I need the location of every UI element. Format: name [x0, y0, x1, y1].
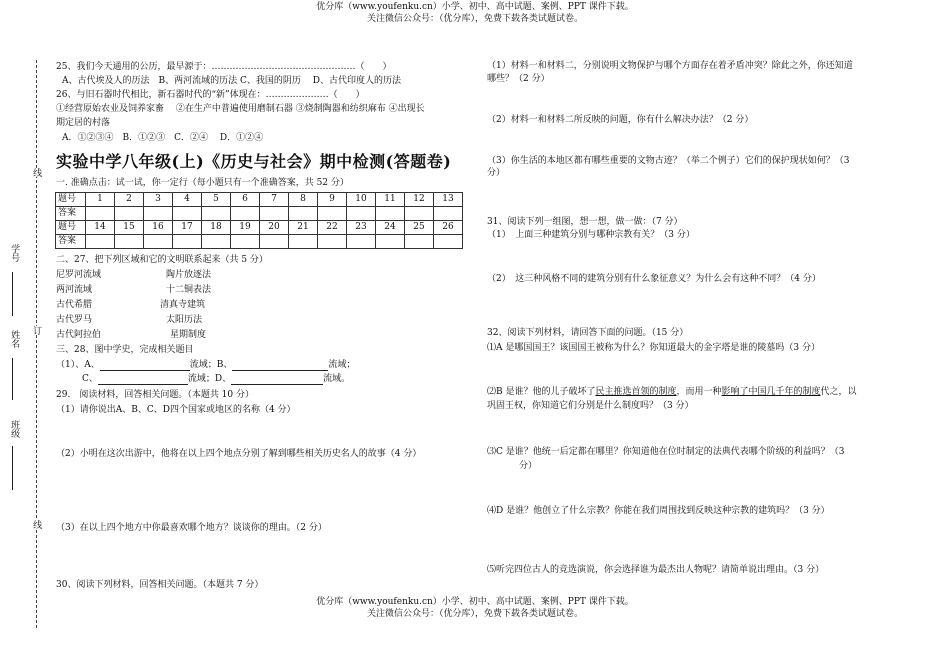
- question-number-cell: 24: [376, 221, 405, 235]
- section-2-heading: 二、27、把下列区域和它的文明联系起来（共 5 分）: [56, 255, 268, 265]
- answer-table: [55, 192, 463, 249]
- q30-part-2: （2）材料一和材料二所反映的问题，你有什么解决办法？（2 分）: [487, 115, 754, 125]
- match-left-5: 古代阿拉伯: [56, 330, 102, 340]
- q29-part-1: （1）请你说出A、B、C、D四个国家或地区的名称（4 分）: [56, 405, 296, 415]
- question-number-cell: 6: [231, 193, 260, 207]
- q28-label-b-end: 流域；: [328, 360, 356, 370]
- q28-line-2: [82, 373, 350, 385]
- q30-stem: 30、阅读下列材料，回答相关问题。（本题共 7 分）: [56, 580, 264, 590]
- question-number-cell: 20: [260, 221, 289, 235]
- header-line-1: 优分库（www.youfenku.cn）小学、初中、高中试题、案例、PPT 课件下载。: [316, 2, 634, 12]
- q32-part-2-line-1: [487, 386, 857, 398]
- question-number-cell: 12: [405, 193, 434, 207]
- footer-line-1: 优分库（www.youfenku.cn）小学、初中、高中试题、案例、PPT 课件下载。: [316, 597, 634, 607]
- match-right-4: 太阳历法: [166, 315, 203, 325]
- answer-cell[interactable]: [115, 207, 144, 221]
- question-number-cell: 10: [347, 193, 376, 207]
- q30-part-3-line-2: 分）: [487, 168, 506, 178]
- binding-dashed-line: [36, 60, 37, 628]
- table-header-daan: 答案: [56, 207, 86, 221]
- q28-label-b: 流域；B、: [189, 360, 233, 370]
- margin-underline-xuehao: [12, 272, 13, 316]
- answer-cell[interactable]: [144, 235, 173, 249]
- question-number-cell: 8: [289, 193, 318, 207]
- answer-cell[interactable]: [86, 235, 115, 249]
- q26-stem: 26、与旧石器时代相比，新石器时代的“新”体现在：…………………（ ）: [56, 90, 365, 100]
- question-number-cell: 1: [86, 193, 115, 207]
- q26-line-2: 期定居的村落: [56, 118, 111, 128]
- q32-part-2-post: 代之，以: [820, 387, 857, 397]
- q25-stem: 25、我们今天通用的公历，最早源于：…………………………………………（ ）: [56, 62, 392, 72]
- q29-stem: 29. 阅读材料，回答相关问题。（本题共 10 分）: [56, 390, 254, 400]
- question-number-cell: 16: [144, 221, 173, 235]
- table-header-tihao: 题号: [56, 193, 86, 207]
- answer-cell[interactable]: [231, 207, 260, 221]
- q31-stem: 31、阅读下列一组图，想一想，做一做：（7 分）: [487, 217, 683, 227]
- q26-options: A．①②③④ B．①②③ C．②④ D．①②④: [62, 133, 264, 143]
- q31-part-1: （1） 上面三种建筑分别与哪种宗教有关？（3 分）: [487, 230, 695, 240]
- match-right-2: 十二铜表法: [166, 285, 212, 295]
- q32-part-2-line-2: 巩固王权，你知道它们分别是什么制度吗？（3 分）: [487, 401, 694, 411]
- answer-cell[interactable]: [347, 207, 376, 221]
- question-number-cell: 4: [173, 193, 202, 207]
- q32-part-4: ⑷D 是谁？他创立了什么宗教？你能在我们周围找到反映这种宗教的建筑吗？（3 分）: [487, 506, 830, 516]
- answer-cell[interactable]: [405, 235, 434, 249]
- q31-part-2: （2） 这三种风格不同的建筑分别有什么象征意义？为什么会有这种不同？（4 分）: [487, 274, 821, 284]
- margin-label-xian-bottom: 线: [31, 520, 42, 529]
- margin-label-xingming: 姓名: [9, 330, 20, 348]
- q28-label-d-end: 流域。: [323, 374, 351, 384]
- q32-stem: 32、阅读下列材料，请回答下面的问题。（15 分）: [487, 328, 689, 338]
- answer-cell[interactable]: [376, 235, 405, 249]
- q32-part-3-line-1: ⑶C 是谁？他统一后定都在哪里？你知道他在位时制定的法典代表哪个阶级的利益吗？（3: [487, 447, 845, 457]
- question-number-cell: 18: [202, 221, 231, 235]
- table-row: [56, 193, 463, 207]
- answer-cell[interactable]: [434, 207, 463, 221]
- table-row: [56, 235, 463, 249]
- answer-cell[interactable]: [260, 235, 289, 249]
- q32-part-2-mid: ，而用一种: [676, 387, 722, 397]
- margin-label-xuehao: 学号: [9, 244, 20, 262]
- answer-cell[interactable]: [289, 235, 318, 249]
- answer-cell[interactable]: [202, 207, 231, 221]
- margin-underline-xingming: [12, 358, 13, 400]
- answer-cell[interactable]: [289, 207, 318, 221]
- match-left-1: 尼罗河流域: [56, 270, 102, 280]
- match-left-2: 两河流域: [56, 285, 93, 295]
- question-number-cell: 26: [434, 221, 463, 235]
- footer-line-2: 关注微信公众号：（优分库），免费下载各类试题试卷。: [366, 609, 583, 619]
- q28-blank-a[interactable]: [100, 361, 190, 371]
- q30-part-1-line-2: 哪些？（2 分）: [487, 74, 550, 84]
- table-header-daan: 答案: [56, 235, 86, 249]
- question-number-cell: 21: [289, 221, 318, 235]
- question-number-cell: 13: [434, 193, 463, 207]
- answer-cell[interactable]: [318, 235, 347, 249]
- question-number-cell: 2: [115, 193, 144, 207]
- q28-blank-b[interactable]: [232, 361, 328, 371]
- question-number-cell: 17: [173, 221, 202, 235]
- q29-part-2: （2）小明在这次出游中，他将在以上四个地点分别了解到哪些相关历史名人的故事（4 分）: [56, 449, 422, 459]
- answer-cell[interactable]: [144, 207, 173, 221]
- answer-cell[interactable]: [405, 207, 434, 221]
- q32-underlined-term-2: 影响了中国几千年的制度: [721, 387, 821, 397]
- match-right-3: 清真寺建筑: [160, 300, 206, 310]
- q28-line-1: [56, 359, 355, 371]
- question-number-cell: 7: [260, 193, 289, 207]
- answer-cell[interactable]: [260, 207, 289, 221]
- question-number-cell: 9: [318, 193, 347, 207]
- question-number-cell: 14: [86, 221, 115, 235]
- q28-label-d: 流域；D、: [187, 374, 232, 384]
- answer-cell[interactable]: [115, 235, 144, 249]
- table-header-tihao: 题号: [56, 221, 86, 235]
- q28-blank-d[interactable]: [231, 375, 323, 385]
- margin-label-xian-top: 线: [31, 168, 42, 177]
- match-left-4: 古代罗马: [56, 315, 93, 325]
- q29-part-3: （3）在以上四个地方中你最喜欢哪个地方？谈谈你的理由。（2 分）: [56, 523, 327, 533]
- match-left-3: 古代希腊: [56, 300, 93, 310]
- q28-label-c: C、: [82, 374, 98, 384]
- question-number-cell: 3: [144, 193, 173, 207]
- question-number-cell: 23: [347, 221, 376, 235]
- page-title: 实验中学八年级(上)《历史与社会》期中检测(答题卷): [56, 152, 452, 171]
- question-number-cell: 11: [376, 193, 405, 207]
- q32-underlined-term-1: 民主推选首领的制度: [595, 387, 677, 397]
- header-line-2: 关注微信公众号：（优分库），免费下载各类试题试卷。: [366, 14, 583, 24]
- answer-cell[interactable]: [202, 235, 231, 249]
- answer-cell[interactable]: [173, 207, 202, 221]
- q28-blank-c[interactable]: [98, 375, 188, 385]
- margin-label-banji: 班级: [9, 420, 20, 438]
- answer-cell[interactable]: [376, 207, 405, 221]
- answer-cell[interactable]: [173, 235, 202, 249]
- match-right-5: 星期制度: [170, 330, 207, 340]
- answer-cell[interactable]: [347, 235, 376, 249]
- question-number-cell: 5: [202, 193, 231, 207]
- q26-line-1: ①经营原始农业及饲养家畜 ②在生产中普遍使用磨制石器 ③烧制陶器和纺织麻布 ④出现长: [56, 104, 425, 114]
- q32-part-1: ⑴A 是哪国国王？该国国王被称为什么？你知道最大的金字塔是谁的陵墓吗（3 分）: [487, 343, 820, 353]
- answer-cell[interactable]: [434, 235, 463, 249]
- answer-cell[interactable]: [318, 207, 347, 221]
- section-1-heading: 一. 准确点击：试一试，你一定行（每小题只有一个准确答案，共 52 分）: [56, 178, 349, 188]
- q32-part-3-line-2: 分）: [519, 461, 538, 471]
- table-row: [56, 207, 463, 221]
- q32-part-5: ⑸听完四位古人的竞选演说，你会选择谁为最杰出人物呢？请简单说出理由。（3 分）: [487, 565, 825, 575]
- answer-cell[interactable]: [231, 235, 260, 249]
- question-number-cell: 22: [318, 221, 347, 235]
- margin-label-ding: 订: [31, 326, 42, 335]
- margin-underline-banji: [12, 446, 13, 490]
- q25-options: A、古代埃及人的历法 B、两河流域的历法 C、我国的阴历 D、古代印度人的历法: [62, 76, 401, 86]
- q30-part-3-line-1: （3）你生活的本地区都有哪些重要的文物古迹？（举二个例子）它们的保护现状如何？（3: [487, 156, 850, 166]
- match-right-1: 陶片放逐法: [166, 270, 212, 280]
- q30-part-1-line-1: （1）材料一和材料二，分别说明文物保护与哪个方面存在着矛盾冲突？除此之外，你还知道: [487, 61, 853, 71]
- answer-cell[interactable]: [86, 207, 115, 221]
- question-number-cell: 19: [231, 221, 260, 235]
- question-number-cell: 25: [405, 221, 434, 235]
- q28-label-a: （1）、A、: [56, 360, 100, 370]
- section-3-heading: 三、28、图中学史，完成相关题目: [56, 345, 194, 355]
- q32-part-2-pre: ⑵B 是谁？他的儿子破坏了: [487, 387, 596, 397]
- question-number-cell: 15: [115, 221, 144, 235]
- table-row: [56, 221, 463, 235]
